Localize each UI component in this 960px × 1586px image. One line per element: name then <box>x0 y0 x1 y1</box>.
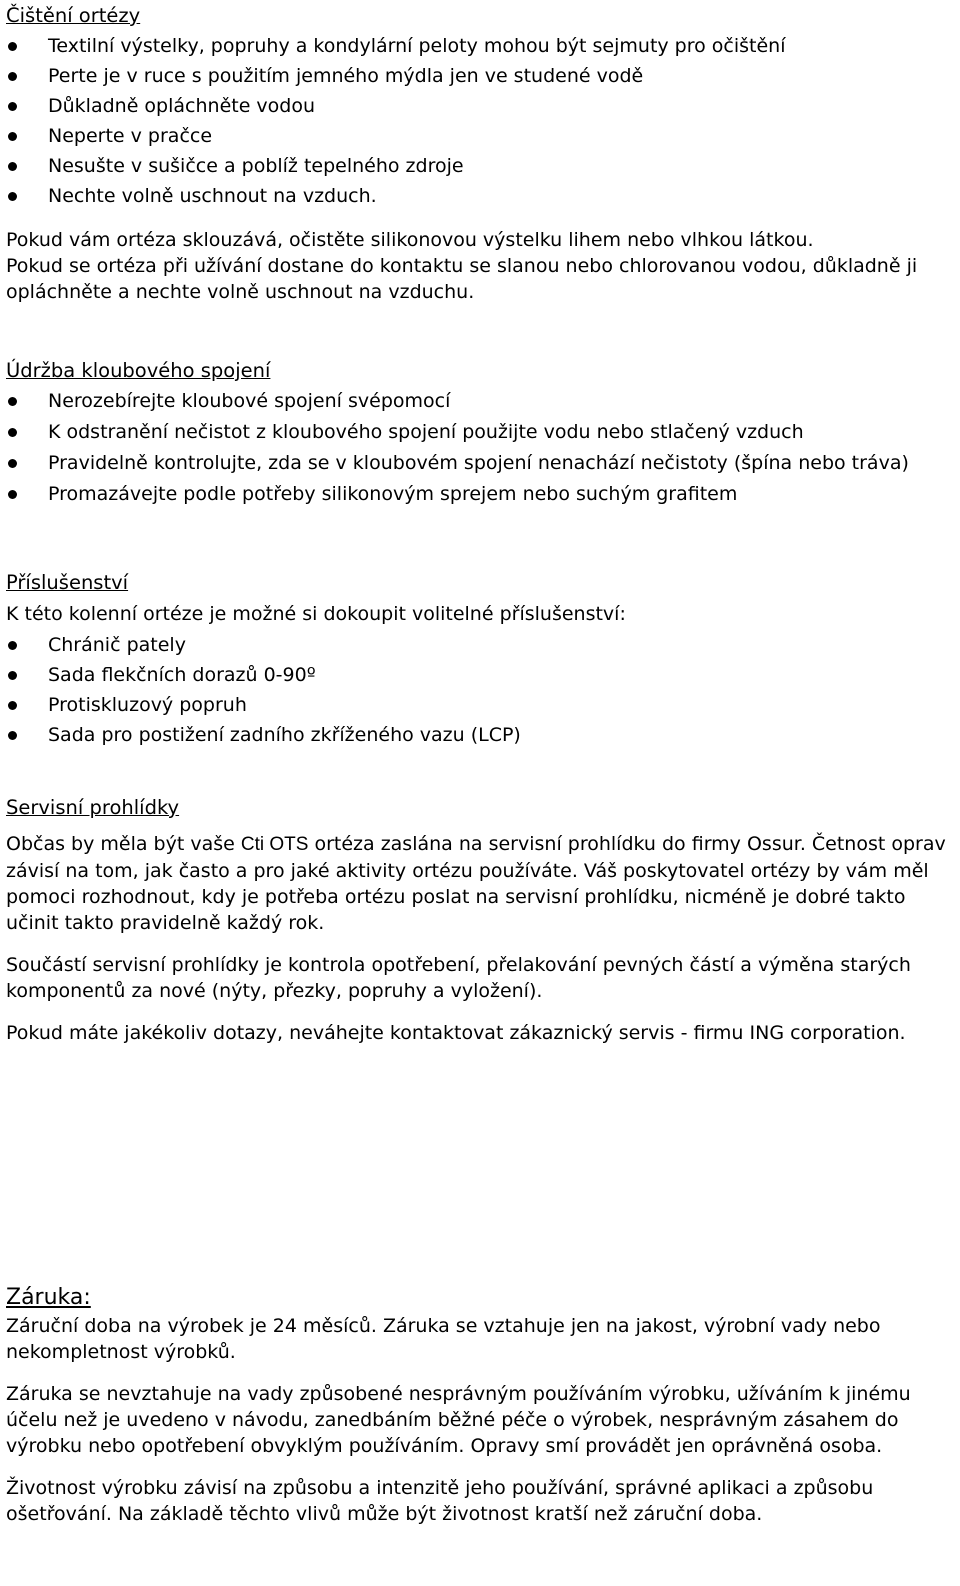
warranty-paragraph: Životnost výrobku závisí na způsobu a intenzitě jeho používání, správné aplikaci a způsobu ošetřování. Na základě těchto vlivů může být životnost kratší než záruční doba. <box>6 1477 874 1525</box>
warranty-paragraph: Záruka se nevztahuje na vady způsobené nesprávným používáním výrobku, užíváním k jinému účelu než je uvedeno v návodu, zanedbáním běžné péče o výrobek, nesprávným zásahem do výrobku nebo opotřebení obvyklým používáním. Opravy smí provádět jen oprávněná osoba. <box>6 1383 911 1457</box>
bullet-icon <box>8 459 17 468</box>
cleaning-paragraph: Pokud vám ortéza sklouzává, očistěte silikonovou výstelku lihem nebo vlhkou látkou. <box>6 229 814 251</box>
list-item: Protiskluzový popruh <box>6 692 946 718</box>
bullet-icon <box>8 397 17 406</box>
warranty-paragraph: Záruční doba na výrobek je 24 měsíců. Záruka se vztahuje jen na jakost, výrobní vady nebo nekompletnost výrobků. <box>6 1315 881 1363</box>
list-item: Nesušte v sušičce a poblíž tepelného zdroje <box>6 153 946 179</box>
warranty-title: Záruka: <box>6 1285 91 1310</box>
list-item: Pravidelně kontrolujte, zda se v kloubovém spojení nenachází nečistoty (špína nebo tráva) <box>6 450 946 476</box>
warranty-section <box>6 1285 946 1527</box>
bullet-icon <box>8 490 17 499</box>
list-item: Textilní výstelky, popruhy a kondylární peloty mohou být sejmuty pro očištění <box>6 33 946 59</box>
accessories-list <box>6 632 946 748</box>
accessories-section <box>6 570 946 748</box>
service-paragraph: Občas by měla být vaše Cti OTS ortéza zaslána na servisní prohlídku do firmy Ossur. Četnost oprav závisí na tom, jak často a pro jaké aktivity ortézu používáte. Váš poskytovatel ortézy by vám měl pomoci rozhodnout, kdy je potřeba ortézu poslat na servisní prohlídku, nicméně je dobré takto učinit takto pravidelně každý rok. <box>6 833 946 934</box>
bullet-icon <box>8 192 17 201</box>
accessories-intro: K této kolenní ortéze je možné si dokoupit volitelné příslušenství: <box>6 603 626 625</box>
bullet-icon <box>8 428 17 437</box>
list-item: Důkladně opláchněte vodou <box>6 93 946 119</box>
list-item: Sada pro postižení zadního zkříženého vazu (LCP) <box>6 722 946 748</box>
joint-list <box>6 388 946 507</box>
bullet-icon <box>8 102 17 111</box>
bullet-icon <box>8 731 17 740</box>
brand-name: Cti OTS <box>240 834 309 855</box>
service-title: Servisní prohlídky <box>6 796 180 819</box>
list-item: Neperte v pračce <box>6 123 946 149</box>
list-item: K odstranění nečistot z kloubového spojení použijte vodu nebo stlačený vzduch <box>6 419 946 445</box>
joint-section <box>6 358 946 507</box>
bullet-icon <box>8 641 17 650</box>
bullet-icon <box>8 72 17 81</box>
list-item: Promazávejte podle potřeby silikonovým sprejem nebo suchým grafitem <box>6 481 946 507</box>
list-item: Nerozebírejte kloubové spojení svépomocí <box>6 388 946 414</box>
bullet-icon <box>8 671 17 680</box>
list-item: Sada flekčních dorazů 0-90º <box>6 662 946 688</box>
service-section <box>6 795 946 1046</box>
bullet-icon <box>8 132 17 141</box>
bullet-icon <box>8 162 17 171</box>
accessories-title: Příslušenství <box>6 571 129 594</box>
service-paragraph: Pokud máte jakékoliv dotazy, neváhejte kontaktovat zákaznický servis - firmu ING corporation. <box>6 1022 906 1044</box>
service-paragraph: Součástí servisní prohlídky je kontrola opotřebení, přelakování pevných částí a výměna starých komponentů za nové (nýty, přezky, popruhy a vyložení). <box>6 954 911 1002</box>
cleaning-list <box>6 33 946 209</box>
cleaning-paragraph: Pokud se ortéza při užívání dostane do kontaktu se slanou nebo chlorovanou vodou, důkladně ji opláchněte a nechte volně uschnout na vzduchu. <box>6 255 918 303</box>
list-item: Perte je v ruce s použitím jemného mýdla jen ve studené vodě <box>6 63 946 89</box>
bullet-icon <box>8 42 17 51</box>
cleaning-section <box>6 3 946 305</box>
list-item: Chránič pately <box>6 632 946 658</box>
joint-title: Údržba kloubového spojení <box>6 359 271 382</box>
cleaning-title: Čištění ortézy <box>6 4 141 27</box>
bullet-icon <box>8 701 17 710</box>
list-item: Nechte volně uschnout na vzduch. <box>6 183 946 209</box>
